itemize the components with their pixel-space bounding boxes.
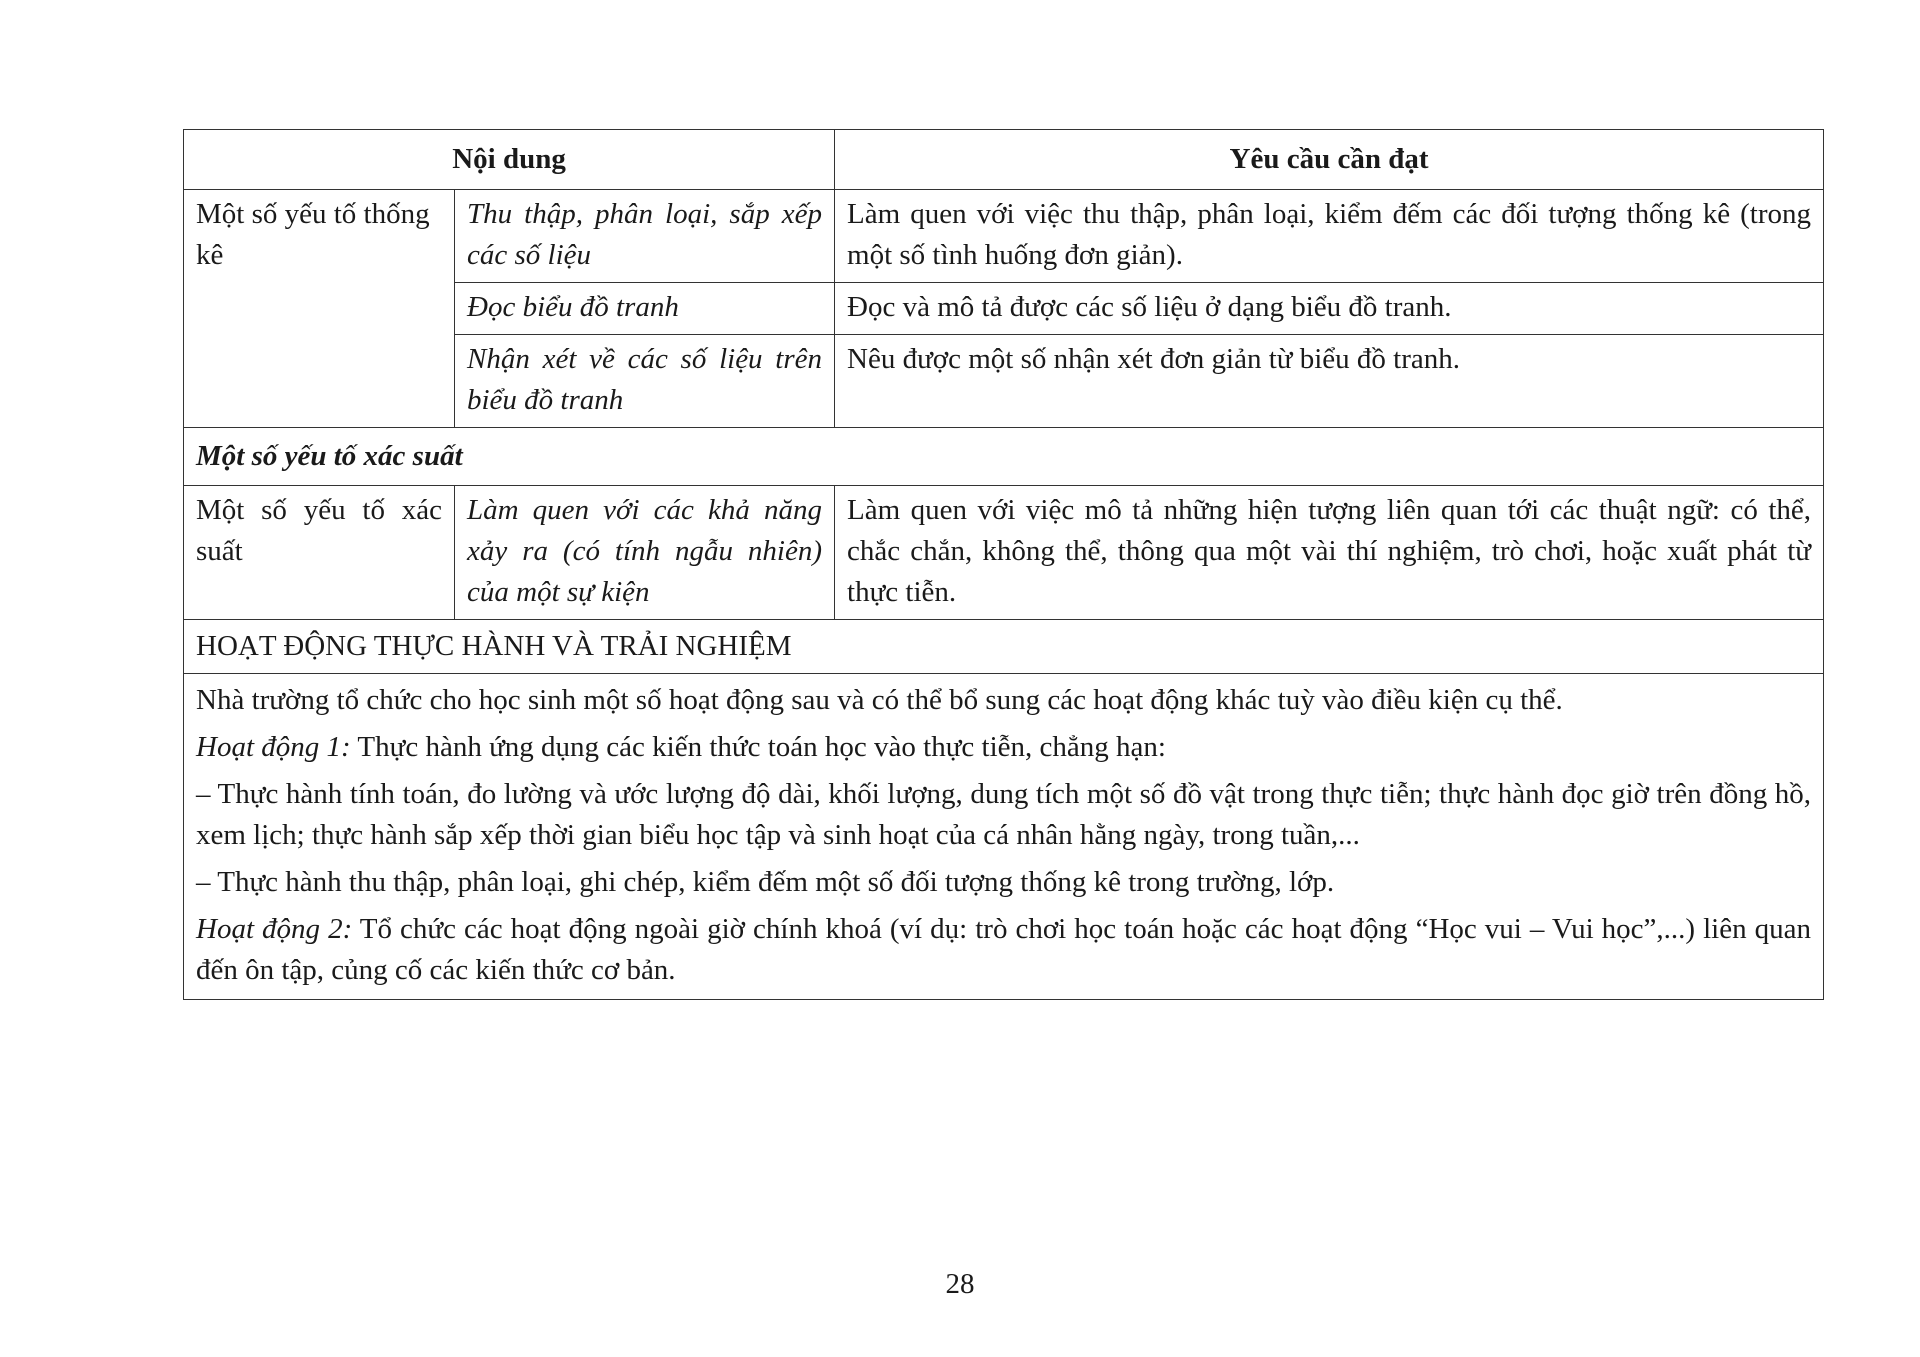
subtopic-cell: Làm quen với các khả năng xảy ra (có tính ngẫu nhiên) của một sự kiện xyxy=(455,486,835,620)
activity-1 xyxy=(196,727,1811,768)
requirement-cell: Làm quen với việc thu thập, phân loại, kiểm đếm các đối tượng thống kê (trong một số tình huống đơn giản). xyxy=(835,190,1824,283)
activity-1-label: Hoạt động 1: xyxy=(196,731,351,763)
header-content: Nội dung xyxy=(184,130,835,190)
table-row xyxy=(184,190,1824,283)
subtopic-cell: Nhận xét về các số liệu trên biểu đồ tranh xyxy=(455,335,835,428)
section-title-practice: HOẠT ĐỘNG THỰC HÀNH VÀ TRẢI NGHIỆM xyxy=(184,620,1824,674)
bullet-item: – Thực hành tính toán, đo lường và ước lượng độ dài, khối lượng, dung tích một số đồ vật trong thực tiễn; thực hành đọc giờ trên đồng hồ, xem lịch; thực hành sắp xếp thời gian biểu học tập và sinh hoạt của cá nhân hằng ngày, trong tuần,... xyxy=(196,778,1812,851)
subtopic-cell: Thu thập, phân loại, sắp xếp các số liệu xyxy=(455,190,835,283)
subtopic-cell: Đọc biểu đồ tranh xyxy=(455,283,835,335)
requirement-cell: Nêu được một số nhận xét đơn giản từ biểu đồ tranh. xyxy=(835,335,1824,428)
activity-1-text: Thực hành ứng dụng các kiến thức toán học vào thực tiễn, chẳng hạn: xyxy=(350,731,1166,763)
activity-2-text: Tổ chức các hoạt động ngoài giờ chính khoá (ví dụ: trò chơi học toán hoặc các hoạt động “Học vui – Vui học”,...) liên quan đến ôn tập, củng cố các kiến thức cơ bản. xyxy=(196,913,1812,986)
topic-statistics: Một số yếu tố thống kê xyxy=(184,190,455,428)
requirement-cell: Làm quen với việc mô tả những hiện tượng liên quan tới các thuật ngữ: có thể, chắc chắn, không thể, thông qua một vài thí nghiệm, trò chơi, hoặc xuất phát từ thực tiễn. xyxy=(835,486,1824,620)
practice-intro: Nhà trường tổ chức cho học sinh một số hoạt động sau và có thể bổ sung các hoạt động khác tuỳ vào điều kiện cụ thể. xyxy=(196,684,1563,716)
practice-content xyxy=(184,674,1824,1000)
table-header-row xyxy=(184,130,1824,190)
activity-2 xyxy=(196,909,1811,991)
header-requirement: Yêu cầu cần đạt xyxy=(835,130,1824,190)
section-title-probability: Một số yếu tố xác suất xyxy=(184,428,1824,486)
curriculum-table xyxy=(183,129,1824,1000)
page-number: 28 xyxy=(945,1268,975,1300)
table-row xyxy=(184,486,1824,620)
practice-row xyxy=(184,674,1824,1000)
activity-2-label: Hoạt động 2: xyxy=(196,913,353,945)
bullet-item: – Thực hành thu thập, phân loại, ghi chép, kiểm đếm một số đối tượng thống kê trong trường, lớp. xyxy=(196,866,1335,898)
topic-probability: Một số yếu tố xác suất xyxy=(184,486,455,620)
section-row xyxy=(184,620,1824,674)
section-row xyxy=(184,428,1824,486)
requirement-cell: Đọc và mô tả được các số liệu ở dạng biểu đồ tranh. xyxy=(835,283,1824,335)
